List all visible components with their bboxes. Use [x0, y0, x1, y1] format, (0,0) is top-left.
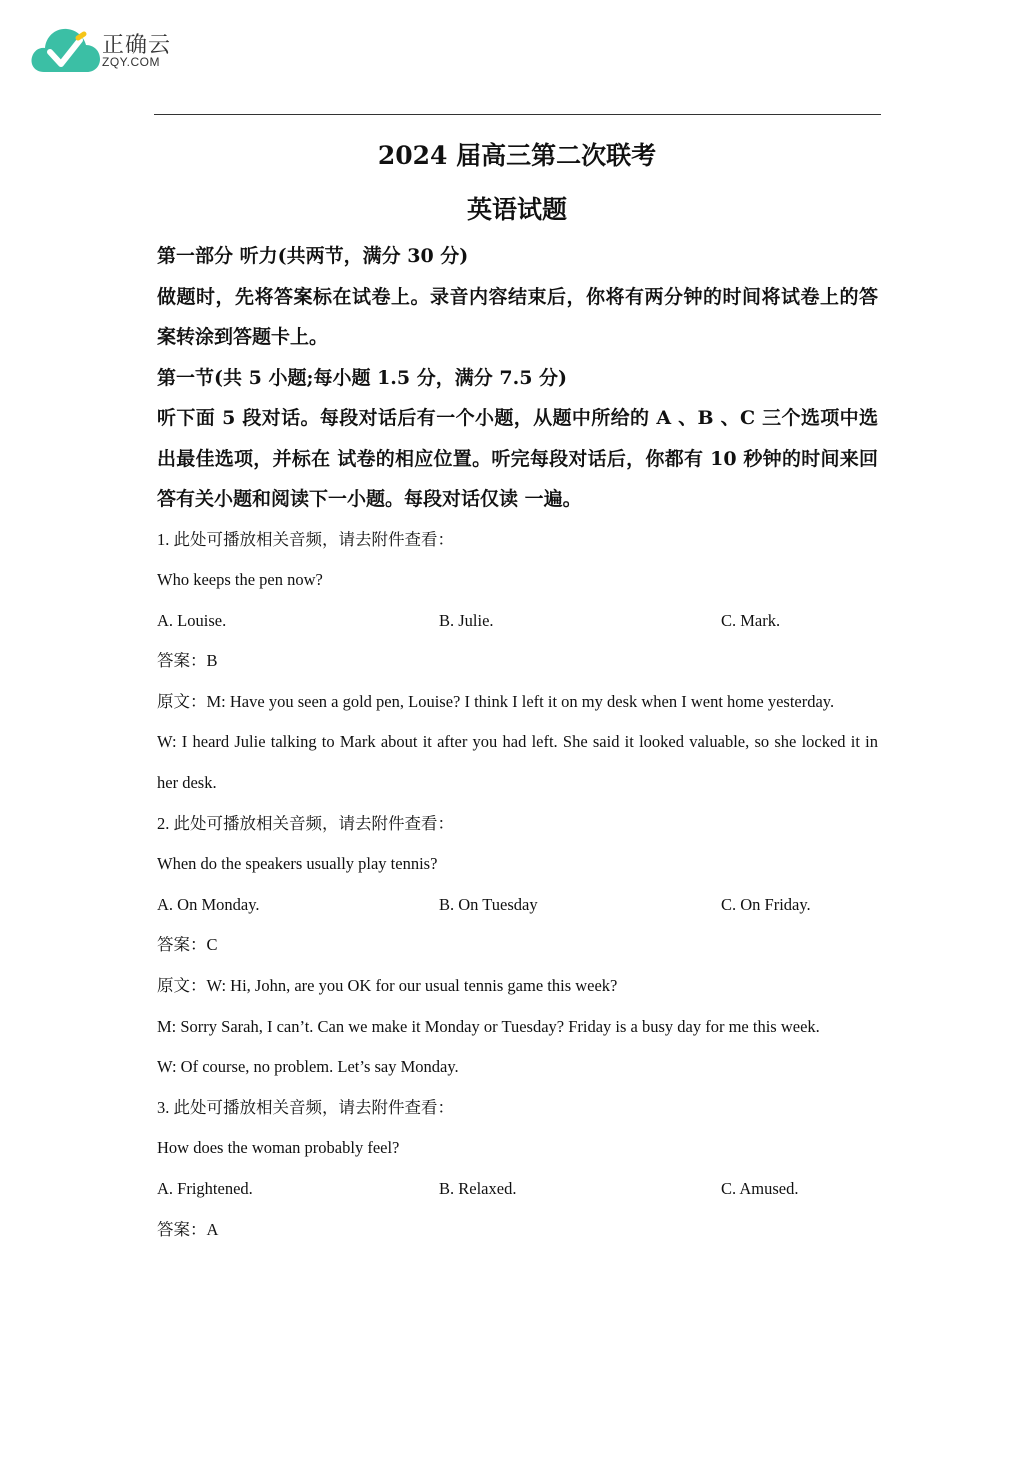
header-divider: [154, 114, 881, 115]
option-a: A. Frightened.: [157, 1179, 253, 1198]
option-c: C. Amused.: [721, 1179, 799, 1198]
options-row: [157, 885, 878, 926]
options-row: [157, 601, 878, 642]
options-row: [157, 1169, 878, 1210]
section-heading: 第一节(共 5 小题;每小题 1.5 分，满分 7.5 分): [157, 366, 568, 389]
option-b: B. Julie.: [439, 610, 494, 630]
audio-note: 2. 此处可播放相关音频，请去附件查看：: [157, 813, 454, 833]
transcript-line: M: Sorry Sarah, I can’t. Can we make it Monday or Tuesday? Friday is a busy day for me this week.: [157, 1016, 820, 1036]
option-a: A. On Monday.: [157, 894, 260, 914]
option-a: A. Louise.: [157, 610, 227, 630]
exam-title: 2024 届高三第二次联考: [377, 141, 657, 170]
instruction-paragraph: 听下面 5 段对话。每段对话后有一个小题，从题中所给的 A 、B 、C 三个选项中选出最佳选项，并标在 试卷的相应位置。听完每段对话后，你都有 10 秒钟的时间来回答有关小题和阅读下一小题。每段对话仅读 一遍。: [157, 407, 878, 510]
exam-content: [157, 236, 878, 1250]
cloud-check-icon: [30, 22, 102, 78]
part-heading: 第一部分 听力(共两节，满分 30 分): [157, 245, 469, 267]
transcript-line: W: Of course, no problem. Let’s say Monday.: [157, 1057, 459, 1077]
audio-note: 1. 此处可播放相关音频，请去附件查看：: [157, 529, 454, 549]
audio-note: 3. 此处可播放相关音频，请去附件查看：: [157, 1097, 454, 1117]
question-text: How does the woman probably feel?: [157, 1138, 400, 1158]
answer-text: 答案：C: [157, 935, 218, 955]
transcript-line: 原文：M: Have you seen a gold pen, Louise? I think I left it on my desk when I went home yesterday.: [157, 691, 835, 711]
question-text: When do the speakers usually play tennis?: [157, 854, 438, 874]
question-text: Who keeps the pen now?: [157, 570, 323, 590]
transcript-line: W: I heard Julie talking to Mark about it after you had left. She said it looked valuable, so she locked it in her desk.: [157, 732, 878, 793]
option-c: C. Mark.: [721, 610, 781, 630]
answer-text: 答案：B: [157, 651, 218, 671]
brand-domain: ZQY.COM: [102, 55, 160, 69]
option-c: C. On Friday.: [721, 894, 811, 914]
instruction-paragraph: 做题时，先将答案标在试卷上。录音内容结束后，你将有两分钟的时间将试卷上的答案转涂到答题卡上。: [157, 285, 878, 348]
brand-name: 正确云: [102, 33, 172, 58]
answer-text: 答案：A: [157, 1219, 219, 1239]
option-b: B. Relaxed.: [439, 1179, 517, 1198]
transcript-line: 原文：W: Hi, John, are you OK for our usual tennis game this week?: [157, 976, 618, 996]
option-b: B. On Tuesday: [439, 894, 538, 914]
exam-subtitle: 英语试题: [466, 195, 567, 224]
